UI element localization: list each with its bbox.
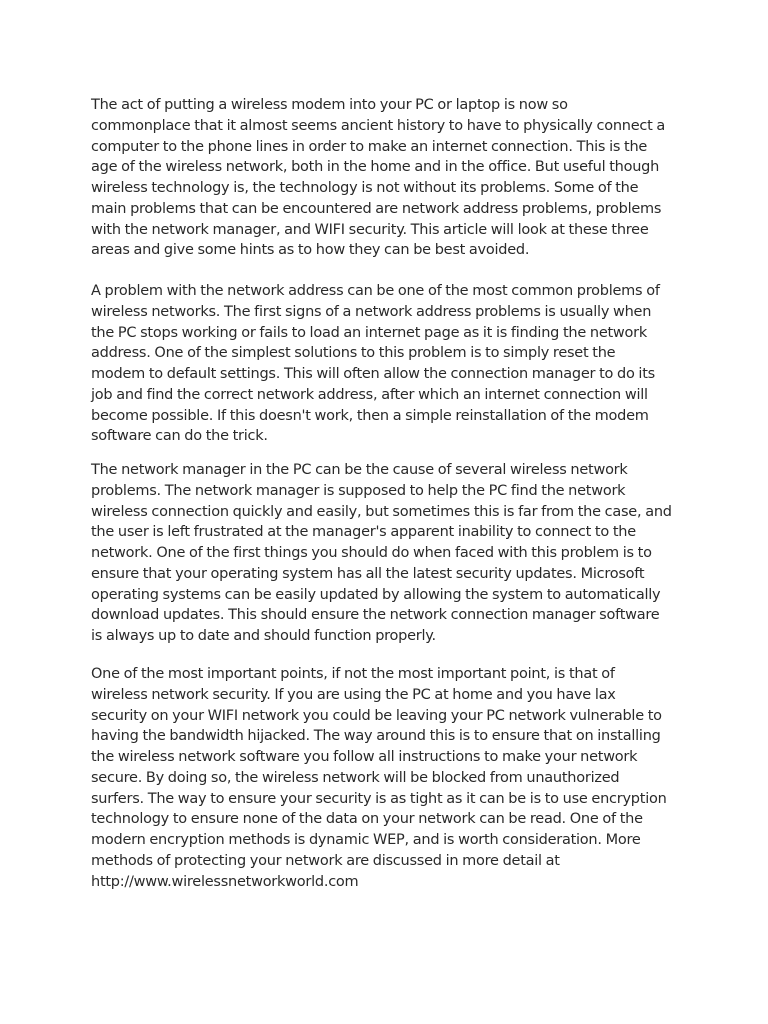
text-line: The act of putting a wireless modem into your PC or laptop is now so [91, 97, 568, 113]
paragraph-network-address [91, 281, 711, 447]
text-line: problems. The network manager is supposed to help the PC find the network [91, 482, 626, 499]
text-line: ensure that your operating system has all the latest security updates. Microsoft [91, 565, 645, 582]
text-line: is always up to date and should function properly. [91, 628, 436, 644]
text-line: address. One of the simplest solutions to this problem is to simply reset the [91, 345, 616, 362]
text-line: software can do the trick. [91, 428, 268, 445]
text-line: operating systems can be easily updated by allowing the system to automatically [91, 586, 661, 603]
text-line: wireless networks. The first signs of a network address problems is usually when [91, 303, 652, 320]
text-line: One of the most important points, if not the most important point, is that of [91, 666, 615, 682]
text-line: security on your WIFI network you could be leaving your PC network vulnerable to [91, 707, 662, 724]
text-line: http://www.wirelessnetworkworld.com [91, 873, 359, 890]
text-line: commonplace that it almost seems ancient history to have to physically connect a [91, 117, 666, 134]
text-line: with the network manager, and WIFI security. This article will look at these three [91, 221, 649, 238]
paragraph-network-manager [91, 460, 711, 647]
text-line: wireless technology is, the technology is not without its problems. Some of the [91, 180, 639, 196]
text-line: secure. By doing so, the wireless network will be blocked from unauthorized [91, 769, 620, 786]
paragraph-wifi-security [91, 664, 711, 892]
text-line: surfers. The way to ensure your security is as tight as it can be is to use encryption [91, 790, 667, 807]
text-line: the PC stops working or fails to load an internet page as it is finding the network [91, 324, 648, 341]
text-line: network. One of the first things you should do when faced with this problem is to [91, 545, 652, 561]
text-line: modern encryption methods is dynamic WEP, and is worth consideration. More [91, 832, 641, 848]
text-line: having the bandwidth hijacked. The way around this is to ensure that on installing [91, 728, 661, 745]
text-line: age of the wireless network, both in the home and in the office. But useful though [91, 159, 660, 176]
text-line: job and find the correct network address, after which an internet connection will [91, 386, 648, 403]
text-line: modem to default settings. This will often allow the connection manager to do its [91, 366, 655, 382]
text-line: main problems that can be encountered are network address problems, problems [91, 200, 662, 217]
text-line: areas and give some hints as to how they can be best avoided. [91, 242, 530, 259]
text-line: the wireless network software you follow all instructions to make your network [91, 749, 638, 765]
text-line: become possible. If this doesn't work, then a simple reinstallation of the modem [91, 407, 649, 424]
text-line: technology to ensure none of the data on your network can be read. One of the [91, 811, 643, 828]
text-line: computer to the phone lines in order to make an internet connection. This is the [91, 138, 648, 155]
text-line: methods of protecting your network are discussed in more detail at [91, 852, 560, 869]
text-line: wireless network security. If you are using the PC at home and you have lax [91, 686, 616, 703]
text-line: download updates. This should ensure the network connection manager software [91, 607, 660, 624]
text-line: The network manager in the PC can be the cause of several wireless network [91, 462, 628, 478]
text-line: the user is left frustrated at the manager's apparent inability to connect to the [91, 524, 636, 541]
text-line: wireless connection quickly and easily, but sometimes this is far from the case, and [91, 503, 672, 520]
text-line: A problem with the network address can be one of the most common problems of [91, 283, 660, 299]
paragraph-intro [91, 95, 711, 261]
